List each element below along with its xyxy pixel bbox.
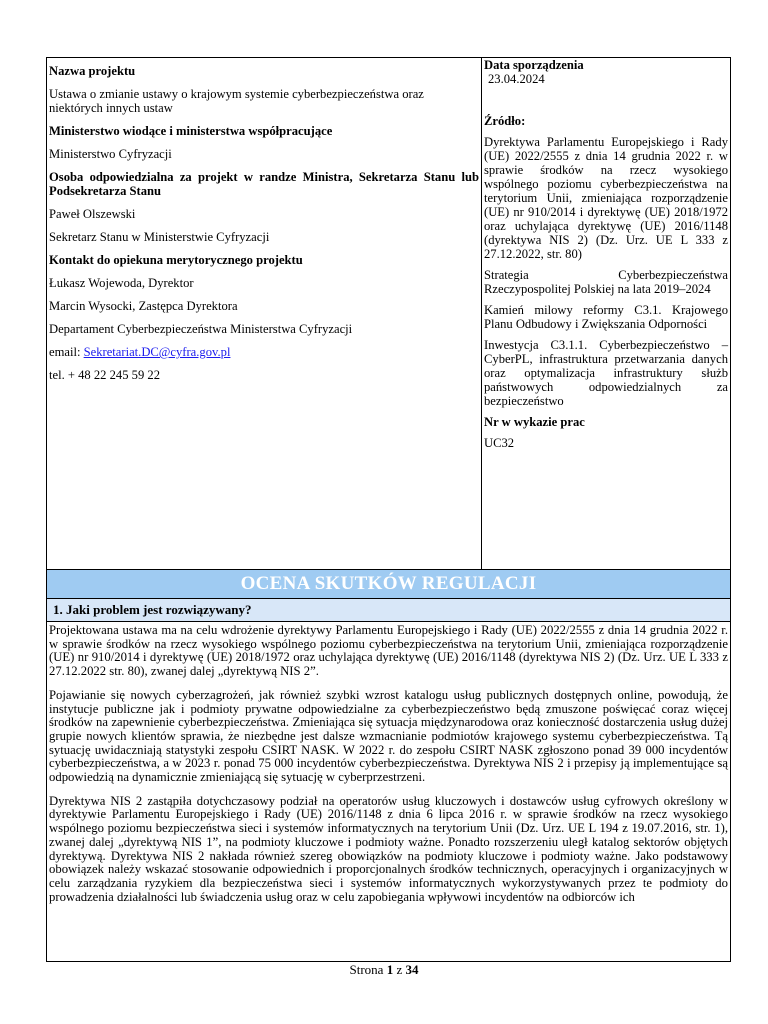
project-name-heading: Nazwa projektu bbox=[49, 64, 136, 78]
phone: tel. + 48 22 245 59 22 bbox=[49, 368, 160, 382]
document-page bbox=[46, 57, 728, 962]
wykaz-heading: Nr w wykazie prac bbox=[484, 415, 585, 429]
date-value: 23.04.2024 bbox=[488, 72, 545, 86]
department: Departament Cyberbezpieczeństwa Ministerstwa Cyfryzacji bbox=[49, 322, 353, 336]
section-1-paragraph-3: Dyrektywa NIS 2 zastąpiła dotychczasowy podział na operatorów usług kluczowych i dostawców usług cyfrowych określony w dyrektywie Parlamentu Europejskiego i Rady (UE) 2016/1148 z dnia 6 lipca 2016 r. w sprawie środków na rzecz wysokiego wspólnego poziomu bezpieczeństwa sieci i systemów informatycznych na terytorium Unii (Dz. Urz. UE L 194 z 19.07.2016, str. 1), zwanej dalej „dyrektywą NIS 1”, na podmioty kluczowe i podmioty ważne. Ponadto rozszerzeniu uległ katalog sektorów objętych dyrektywą. Dyrektywa NIS 2 nakłada również szereg obowiązków na podmioty kluczowe i podmioty ważne. Jako podstawowy obowiązek należy wskazać stosowanie odpowiednich i proporcjonalnych środków technicznych, operacyjnych i organizacyjnych w celu zarządzania ryzykiem dla bezpieczeństwa sieci i systemów informatycznych wykorzystywanych przez te podmioty do prowadzenia działalności lub świadczenia usług oraz w celu zapobiegania wpływowi incydentów na odbiorców ich bbox=[49, 793, 728, 904]
source-item-4: Inwestycja C3.1.1. Cyberbezpieczeństwo – CyberPL, infrastruktura przetwarzania danych oraz optymalizacja infrastruktury służb państwowych odpowiedzialnych za bezpieczeństwo bbox=[484, 338, 728, 408]
email-link[interactable]: Sekretariat.DC@cyfra.gov.pl bbox=[83, 345, 231, 359]
source-item-3: Kamień milowy reformy C3.1. Krajowego Planu Odbudowy i Zwiększania Odporności bbox=[484, 303, 728, 331]
email-label: email: bbox=[49, 345, 84, 359]
section-1-paragraph-2: Pojawianie się nowych cyberzagrożeń, jak również szybki wzrost katalogu usług publicznych dostępnych online, powodują, że instytucje publiczne jak i podmioty prywatne odpowiedzialne za cyberbezpieczeństwo będą zmuszone poświęcać coraz więcej środków na zapewnienie cyberbezpieczeństwa. Zmieniająca się sytuacja międzynarodowa oraz konieczność dostarczenia usług dużej grupie nowych klientów sprawia, że niezbędne jest dalsze wzmacnianie podmiotów krajowego systemu cyberbezpieczeństwa. Tą sytuację uwidaczniają statystyki zespołu CSIRT NASK. W 2022 r. do zespołu CSIRT NASK zgłoszono ponad 39 000 incydentów cyberbezpieczeństwa, a w 2023 r. ponad 75 000 incydentów cyberbezpieczeństwa. Dyrektywa NIS 2 i przepisy ją implementujące są odpowiedzią na dynamicznie zmieniającą się sytuację w cyberprzestrzeni. bbox=[49, 687, 728, 785]
source-item-1: Dyrektywa Parlamentu Europejskiego i Rady (UE) 2022/2555 z dnia 14 grudnia 2022 r. w sprawie środków na rzecz wysokiego wspólnego poziomu cyberbezpieczeństwa na terytorium Unii, zmieniająca rozporządzenie (UE) nr 910/2014 i dyrektywę (UE) 2018/1972 oraz uchylająca dyrektywę (UE) 2016/1148 (dyrektywa NIS 2) (Dz. Urz. UE L 333 z 27.12.2022, str. 80) bbox=[484, 135, 728, 261]
footer-middle: z bbox=[393, 962, 406, 977]
page-footer bbox=[0, 962, 768, 978]
contact-person-1: Łukasz Wojewoda, Dyrektor bbox=[49, 276, 194, 290]
osr-banner: OCENA SKUTKÓW REGULACJI bbox=[47, 570, 731, 599]
responsible-name: Paweł Olszewski bbox=[49, 207, 136, 221]
date-heading: Data sporządzenia bbox=[484, 58, 584, 72]
ors-table bbox=[46, 57, 731, 962]
footer-prefix: Strona bbox=[349, 962, 387, 977]
meta-cell bbox=[482, 58, 731, 570]
footer-page-number: 1 bbox=[386, 962, 394, 977]
section-1-title: 1. Jaki problem jest rozwiązywany? bbox=[47, 599, 731, 622]
project-name: Ustawa o zmianie ustawy o krajowym systemie cyberbezpieczeństwa oraz niektórych innych ustaw bbox=[49, 87, 424, 115]
section-1-paragraph-1: Projektowana ustawa ma na celu wdrożenie dyrektywy Parlamentu Europejskiego i Rady (UE) 2022/2555 z dnia 14 grudnia 2022 r. w sprawie środków na rzecz wysokiego wspólnego poziomu cyberbezpieczeństwa na terytorium Unii, zmieniająca rozporządzenie (UE) nr 910/2014 i dyrektywę (UE) 2018/1972 oraz uchylająca dyrektywę (UE) 2016/1148 (dyrektywa NIS 2) (Dz. Urz. UE L 333 z 27.12.2022 str. 80), zwanej dalej „dyrektywą NIS 2”. bbox=[49, 623, 728, 679]
ministry-heading: Ministerstwo wiodące i ministerstwa współpracujące bbox=[49, 124, 333, 138]
responsible-role: Sekretarz Stanu w Ministerstwie Cyfryzacji bbox=[49, 230, 270, 244]
source-heading: Źródło: bbox=[484, 114, 526, 128]
responsible-heading: Osoba odpowiedzialna za projekt w randze Ministra, Sekretarza Stanu lub Podsekretarza Stanu bbox=[49, 170, 479, 198]
wykaz-value: UC32 bbox=[484, 436, 515, 450]
source-item-2: Strategia Cyberbezpieczeństwa Rzeczypospolitej Polskiej na lata 2019–2024 bbox=[484, 268, 728, 296]
project-info-cell bbox=[47, 58, 482, 570]
contact-person-2: Marcin Wysocki, Zastępca Dyrektora bbox=[49, 299, 238, 313]
contact-heading: Kontakt do opiekuna merytorycznego projektu bbox=[49, 253, 303, 267]
section-1-body bbox=[47, 622, 731, 962]
ministry: Ministerstwo Cyfryzacji bbox=[49, 147, 172, 161]
footer-page-total: 34 bbox=[405, 962, 419, 977]
email-line bbox=[49, 345, 479, 359]
